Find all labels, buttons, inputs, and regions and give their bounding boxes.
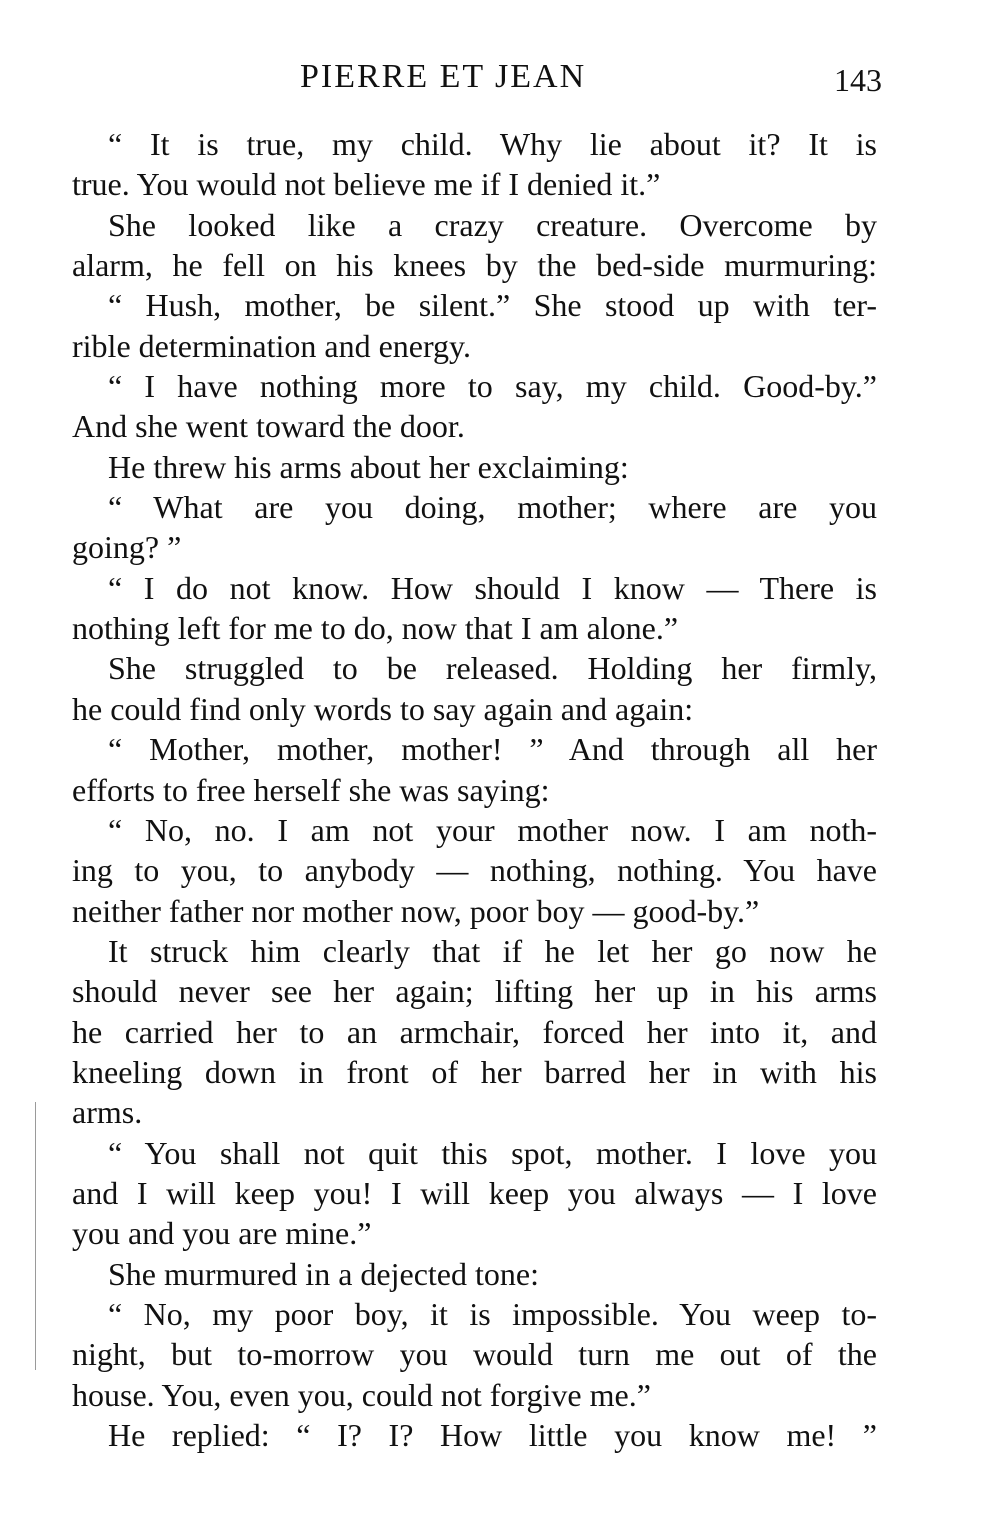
text-line: alarm, he fell on his knees by the bed-side murmuring: <box>72 247 877 284</box>
text-line: nothing left for me to do, now that I am alone.” <box>72 610 679 647</box>
margin-scan-line <box>35 1102 36 1370</box>
text-line: rible determination and energy. <box>72 327 471 364</box>
body-text <box>72 124 877 1455</box>
text-line: She looked like a crazy creature. Overcome by <box>108 206 877 243</box>
text-line: It struck him clearly that if he let her go now he <box>108 932 877 969</box>
text-line: night, but to-morrow you would turn me out of the <box>72 1336 877 1373</box>
text-line: She struggled to be released. Holding her firmly, <box>108 650 877 687</box>
text-line: “ No, my poor boy, it is impossible. You weep to- <box>108 1295 877 1332</box>
text-line: “ No, no. I am not your mother now. I am noth- <box>108 811 877 848</box>
text-line: you and you are mine.” <box>72 1215 372 1252</box>
text-line: “ Mother, mother, mother! ” And through all her <box>108 731 877 768</box>
text-line: “ I do not know. How should I know — There is <box>108 569 877 606</box>
text-line: going? ” <box>72 529 182 566</box>
page-number: 143 <box>834 62 882 98</box>
text-line: She murmured in a dejected tone: <box>108 1255 539 1292</box>
text-line: “ It is true, my child. Why lie about it? It is <box>108 126 877 162</box>
text-line: And she went toward the door. <box>72 408 465 445</box>
text-line: neither father nor mother now, poor boy — good-by.” <box>72 892 760 929</box>
text-line: true. You would not believe me if I denied it.” <box>72 166 661 203</box>
text-line: “ I have nothing more to say, my child. Good-by.” <box>108 368 877 405</box>
text-line: should never see her again; lifting her up in his arms <box>72 973 877 1010</box>
text-line: ing to you, to anybody — nothing, nothing. You have <box>72 852 877 889</box>
text-line: kneeling down in front of her barred her in with his <box>72 1053 877 1090</box>
text-line: he could find only words to say again and again: <box>72 690 694 727</box>
text-line: He threw his arms about her exclaiming: <box>108 448 629 485</box>
text-line: “ You shall not quit this spot, mother. I love you <box>108 1134 877 1171</box>
text-line: He replied: “ I? I? How little you know me! ” <box>108 1417 877 1453</box>
text-line: and I will keep you! I will keep you always — I love <box>72 1174 877 1211</box>
text-line: he carried her to an armchair, forced her into it, and <box>72 1013 877 1050</box>
text-line: “ Hush, mother, be silent.” She stood up with ter- <box>108 287 877 324</box>
text-line: “ What are you doing, mother; where are you <box>108 489 877 526</box>
text-line: efforts to free herself she was saying: <box>72 771 550 808</box>
text-line: arms. <box>72 1094 143 1131</box>
text-line: house. You, even you, could not forgive me.” <box>72 1376 651 1413</box>
running-head-title: PIERRE ET JEAN <box>300 58 587 95</box>
